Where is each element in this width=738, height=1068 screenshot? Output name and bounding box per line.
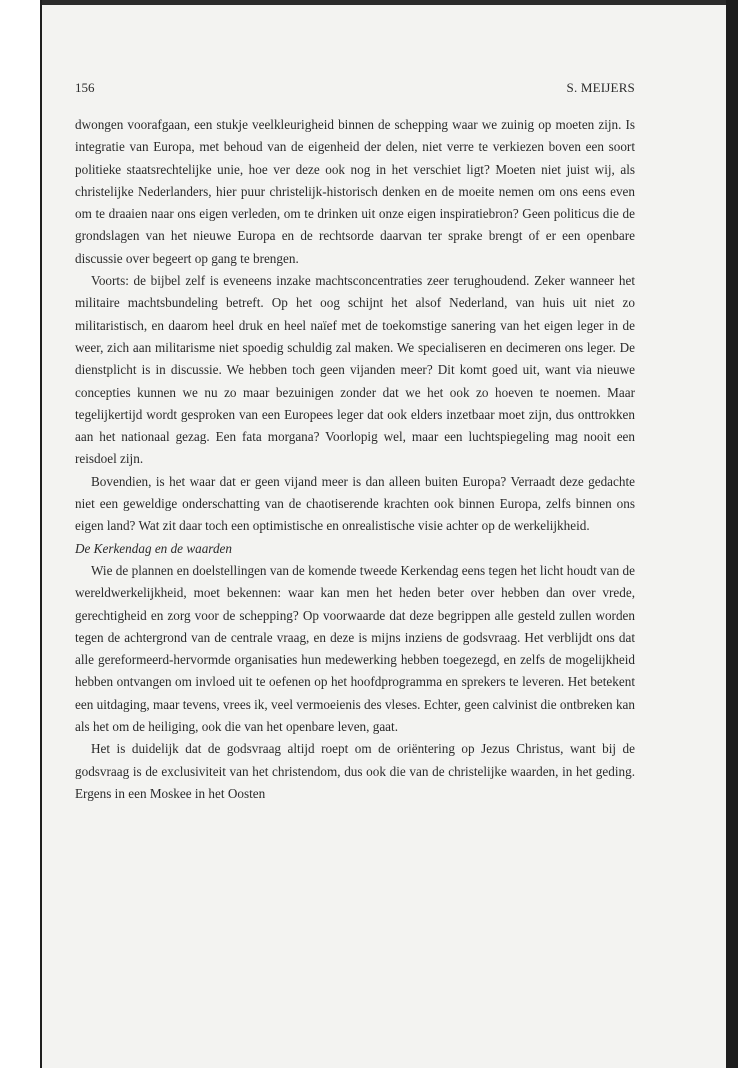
paragraph: Voorts: de bijbel zelf is eveneens inzake machtsconcentraties zeer terughoudend. Zeker wanneer het militaire machtsbundeling betreft. Op het oog schijnt het alsof Nederland, van huis uit niet zo militaristisch, en daarom heel druk en heel naïef met de toekomstige sanering van het eigen leger in de weer, zich aan militarisme niet spoedig schuldig zal maken. We specialiseren en decimeren ons leger. De dienstplicht is in discussie. We hebben toch geen vijanden meer? Dit komt goed uit, want via nieuwe concepties kunnen we nu zo maar bezuinigen zonder dat we het ook zo hoeven te noemen. Maar tegelijkertijd wordt gesproken van een Europees leger dat ook elders inzetbaar moet zijn, dus onttrokken aan het nationaal gezag. Een fata morgana? Voorlopig wel, maar een luchtspiegeling mag nooit een reisdoel zijn.: [75, 273, 635, 467]
scan-right-edge: [726, 0, 738, 1068]
paragraph: Wie de plannen en doelstellingen van de komende tweede Kerkendag eens tegen het licht houdt van de wereldwerkelijkheid, moet bekennen: waar kan men het heden beter over hebben dan over vrede, gerechtigheid en zorg voor de schepping? Op voorwaarde dat deze begrippen alle gesteld zullen worden tegen de achtergrond van de centrale vraag, en deze is mijns inziens de godsvraag. Het verblijdt ons dat alle gereformeerd-hervormde organisaties hun medewerking hebben toegezegd, en zelfs de mogelijkheid hebben ontvangen om invloed uit te oefenen op het hoofdprogramma en sprekers te leveren. Het betekent een uitdaging, maar tevens, vrees ik, veel vermoeienis des vleses. Echter, geen calvinist die ontbreken kan als het om de heiliging, ook die van het openbare leven, gaat.: [75, 562, 635, 735]
paragraph: Het is duidelijk dat de godsvraag altijd roept om de oriëntering op Jezus Christus, want bij de godsvraag is de exclusiviteit van het christendom, dus ook die van de christelijke waarden, in het geding. Ergens in een Moskee in het Oosten: [75, 741, 635, 801]
body-text: [75, 114, 635, 805]
running-author: S. MEIJERS: [566, 80, 635, 95]
paragraph: Bovendien, is het waar dat er geen vijand meer is dan alleen buiten Europa? Verraadt deze gedachte niet een geweldige onderschatting van de chaotiserende krachten ook binnen Europa, zelfs binnen ons eigen land? Wat zit daar toch een optimistische en onrealistische visie achter op de werkelijkheid.: [75, 473, 635, 534]
page-number: 156: [75, 80, 95, 95]
section-heading: De Kerkendag en de waarden: [75, 540, 232, 556]
paragraph: dwongen voorafgaan, een stukje veelkleurigheid binnen de schepping waar we zuinig op moeten zijn. Is integratie van Europa, met behoud van de eigenheid der delen, niet verre te verkiezen boven een soort politieke staatsrechtelijke unie, hoe ver deze ook nog in het verschiet ligt? Moeten niet juist wij, als christelijke Nederlanders, hier puur christelijk-historisch denken en de moeite nemen om ons eens even om te draaien naar ons eigen verleden, om te drinken uit onze eigen inspiratiebron? Geen politicus die de grondslagen van het nieuwe Europa en de rechtsorde daarvan ter sprake brengt of er een openbare discussie over begeert op gang te brengen.: [75, 117, 635, 266]
